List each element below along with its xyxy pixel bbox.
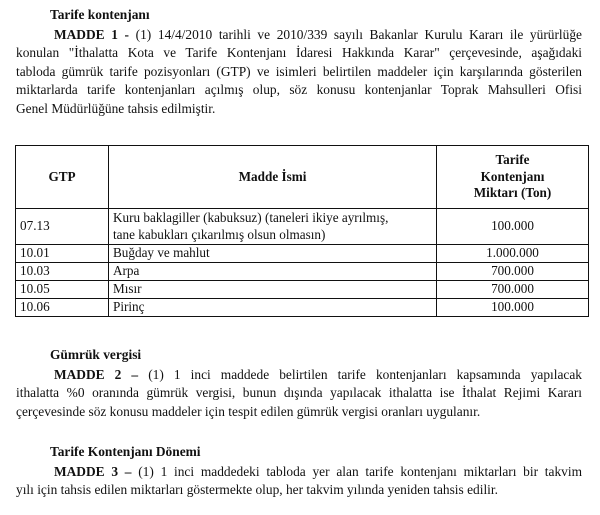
header-miktar-line: Tarife bbox=[495, 152, 530, 168]
article-1-line: tabloda gümrük tarife pozisyonları (GTP) ve isimleri belirtilen maddeler için karşılarında gösterilen bbox=[16, 63, 582, 79]
table-row bbox=[16, 263, 589, 281]
column-header-miktar bbox=[437, 146, 589, 209]
article-3-label: MADDE 3 – bbox=[54, 464, 132, 479]
article-2-paragraph bbox=[16, 366, 582, 421]
cell-gtp: 10.01 bbox=[16, 245, 109, 263]
header-miktar-line: Miktarı (Ton) bbox=[473, 185, 552, 201]
cell-madde-ismi: Arpa bbox=[109, 263, 437, 281]
article-2-label: MADDE 2 – bbox=[54, 367, 139, 382]
article-2-line: ithalatta %0 oranında gümrük vergisi, bunun dışında yapılacak ithalatta ise İthalat Rejimi Kararı bbox=[16, 385, 582, 401]
cell-miktar: 700.000 bbox=[437, 281, 589, 299]
cell-miktar: 1.000.000 bbox=[437, 245, 589, 263]
table-row bbox=[16, 209, 589, 245]
table-row bbox=[16, 281, 589, 299]
article-1-line bbox=[16, 26, 582, 44]
table-header-row bbox=[16, 146, 589, 209]
table-row bbox=[16, 245, 589, 263]
article-2-text: (1) 1 inci maddede belirtilen tarife kontenjanları kapsamında yapılacak bbox=[138, 367, 582, 382]
article-3-paragraph bbox=[16, 463, 582, 500]
cell-gtp: 10.03 bbox=[16, 263, 109, 281]
article-2-line bbox=[16, 366, 582, 384]
cell-miktar: 100.000 bbox=[437, 209, 589, 245]
column-header-gtp: GTP bbox=[16, 146, 109, 209]
article-3-text: (1) 1 inci maddedeki tabloda yer alan tarife kontenjanı miktarları bir takvim bbox=[131, 464, 582, 479]
cell-madde-ismi: Buğday ve mahlut bbox=[109, 245, 437, 263]
cell-miktar: 100.000 bbox=[437, 299, 589, 317]
cell-gtp: 10.06 bbox=[16, 299, 109, 317]
article-1-paragraph bbox=[16, 26, 582, 118]
article-1-line: miktarlarda tarife kontenjanları açılmış olup, söz konusu kontenjanlar Toprak Mahsulleri Ofisi bbox=[16, 82, 582, 98]
cell-madde-ismi: Mısır bbox=[109, 281, 437, 299]
article-3-line bbox=[16, 463, 582, 481]
article-3-line: yılı için tahsis edilen miktarları göstermekte olup, her takvim yılında yeniden tahsis edilir. bbox=[16, 482, 498, 498]
cell-gtp: 10.05 bbox=[16, 281, 109, 299]
article-2-line: çerçevesinde söz konusu maddeler için tespit edilen gümrük vergisi oranları uygulanır. bbox=[16, 403, 481, 419]
section-heading-tarife-kontenjani-donemi: Tarife Kontenjanı Dönemi bbox=[50, 444, 201, 459]
madde-line: tane kabukları çıkarılmış olsun olmasın) bbox=[113, 226, 326, 242]
tariff-quota-table bbox=[15, 145, 589, 317]
article-1-text: (1) 14/4/2010 tarihli ve 2010/339 sayılı Bakanlar Kurulu Kararı ile yürürlüğe bbox=[129, 27, 582, 42]
section-heading-gumruk-vergisi: Gümrük vergisi bbox=[50, 347, 142, 362]
article-1-line: konulan "İthalatta Kota ve Tarife Kontenjanı İdaresi Hakkında Karar" çerçevesinde, aşağıdaki bbox=[16, 45, 582, 61]
column-header-madde-ismi: Madde İsmi bbox=[109, 146, 437, 209]
article-1-line: Genel Müdürlüğüne tahsis edilmiştir. bbox=[16, 100, 216, 116]
madde-line: Kuru baklagiller (kabuksuz) (taneleri ikiye ayrılmış, bbox=[113, 210, 389, 225]
header-miktar-line: Kontenjanı bbox=[480, 168, 545, 184]
cell-gtp: 07.13 bbox=[16, 209, 109, 245]
cell-madde-ismi: Pirinç bbox=[109, 299, 437, 317]
table-row bbox=[16, 299, 589, 317]
article-1-label: MADDE 1 - bbox=[54, 27, 129, 42]
section-heading-tarife-kontenjani: Tarife kontenjanı bbox=[50, 7, 150, 22]
cell-miktar: 700.000 bbox=[437, 263, 589, 281]
cell-madde-ismi bbox=[109, 209, 437, 245]
